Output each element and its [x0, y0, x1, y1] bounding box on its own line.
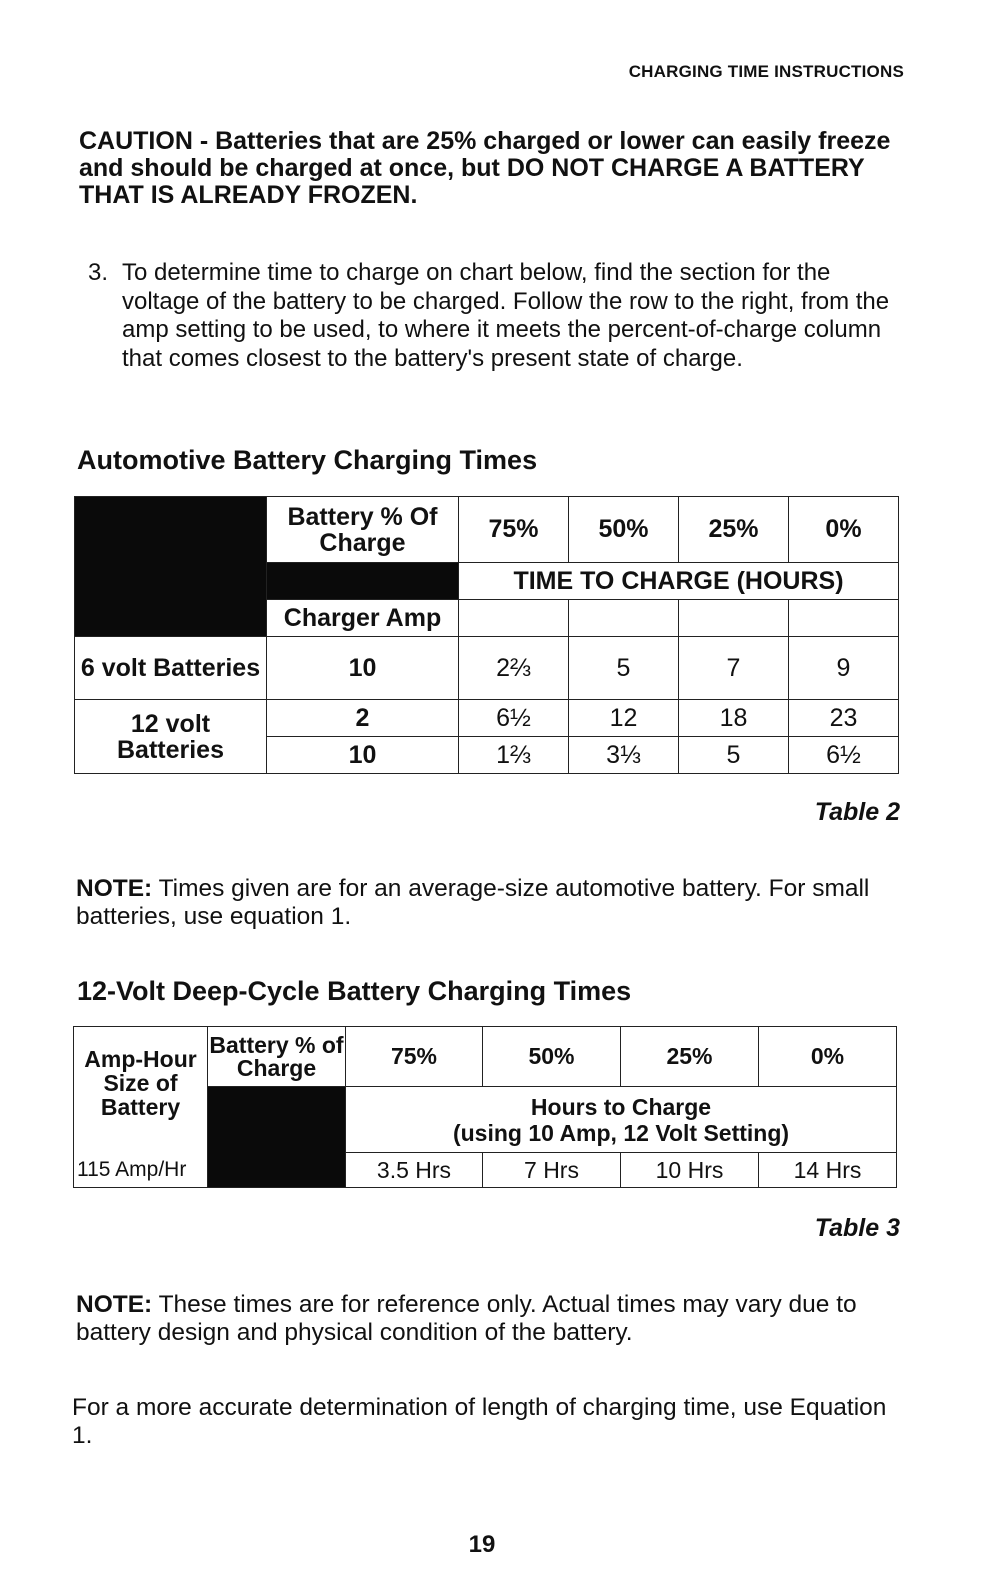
note-reference-only — [76, 1291, 906, 1347]
blank-corner-cell — [75, 497, 267, 637]
note-text: These times are for reference only. Actual times may vary due to battery design and physical condition of the battery. — [76, 1291, 857, 1346]
battery-pct-header: Battery % Of Charge — [267, 497, 459, 563]
twelve-volt-2a-time-0: 23 — [789, 700, 899, 737]
deep-time-50: 7 Hrs — [483, 1153, 621, 1188]
amp-hour-value: 115 Amp/Hr — [74, 1153, 208, 1188]
six-volt-time-75: 2⅔ — [459, 637, 569, 700]
battery-pct-header: Battery % of Charge — [208, 1027, 346, 1087]
twelve-volt-10a-time-75: 1⅔ — [459, 737, 569, 774]
empty-cell — [569, 600, 679, 637]
pct-header-25: 25% — [679, 497, 789, 563]
note-label: NOTE: — [76, 875, 153, 902]
caution-warning: CAUTION - Batteries that are 25% charged or lower can easily freeze and should be charged at once, but DO NOT CHARGE A BATTERY THAT IS ALREADY FROZEN. — [79, 127, 891, 209]
hours-to-charge-header — [346, 1087, 897, 1153]
charger-amp-header: Charger Amp — [267, 600, 459, 637]
twelve-volt-amp-2: 2 — [267, 700, 459, 737]
twelve-volt-2a-time-25: 18 — [679, 700, 789, 737]
pct-header-0: 0% — [789, 497, 899, 563]
twelve-volt-label: 12 volt Batteries — [75, 700, 267, 774]
six-volt-time-50: 5 — [569, 637, 679, 700]
note-label: NOTE: — [76, 1291, 153, 1318]
pct-header-75: 75% — [459, 497, 569, 563]
step-number: 3. — [88, 259, 109, 286]
pct-header-0: 0% — [759, 1027, 897, 1087]
empty-cell — [459, 600, 569, 637]
page-number: 19 — [468, 1531, 496, 1558]
twelve-volt-amp-10: 10 — [267, 737, 459, 774]
twelve-volt-10a-time-0: 6½ — [789, 737, 899, 774]
six-volt-label: 6 volt Batteries — [75, 637, 267, 700]
blank-black-cell — [208, 1087, 346, 1188]
twelve-volt-2a-time-50: 12 — [569, 700, 679, 737]
hours-label-line-1: Hours to Charge — [530, 1093, 712, 1120]
note-average-battery — [76, 875, 906, 931]
deep-cycle-table-heading: 12-Volt Deep-Cycle Battery Charging Times — [77, 976, 632, 1006]
automotive-table-heading: Automotive Battery Charging Times — [77, 445, 538, 475]
deep-cycle-charging-table — [73, 1026, 897, 1188]
table-3-caption: Table 3 — [814, 1214, 900, 1242]
step-text: To determine time to charge on chart below, find the section for the voltage of the battery to be charged. Follow the row to the right, from the amp setting to be used, to where it meets the percent-of-charge column that comes closest to the battery's present state of charge. — [122, 259, 890, 372]
six-volt-time-25: 7 — [679, 637, 789, 700]
time-to-charge-header: TIME TO CHARGE (HOURS) — [459, 563, 899, 600]
pct-header-50: 50% — [483, 1027, 621, 1087]
deep-time-0: 14 Hrs — [759, 1153, 897, 1188]
six-volt-amp: 10 — [267, 637, 459, 700]
pct-header-50: 50% — [569, 497, 679, 563]
amp-hour-size-header: Amp-Hour Size of Battery — [74, 1027, 208, 1153]
table-2-caption: Table 2 — [814, 798, 900, 826]
note-text: Times given are for an average-size automotive battery. For small batteries, use equation 1. — [76, 875, 870, 930]
automotive-charging-table — [74, 496, 899, 774]
twelve-volt-2a-time-75: 6½ — [459, 700, 569, 737]
empty-cell — [789, 600, 899, 637]
pct-header-75: 75% — [346, 1027, 483, 1087]
empty-cell — [679, 600, 789, 637]
running-head: CHARGING TIME INSTRUCTIONS — [628, 62, 904, 81]
six-volt-time-0: 9 — [789, 637, 899, 700]
hours-label-line-2: (using 10 Amp, 12 Volt Setting) — [452, 1119, 790, 1146]
twelve-volt-10a-time-25: 5 — [679, 737, 789, 774]
pct-header-25: 25% — [621, 1027, 759, 1087]
twelve-volt-10a-time-50: 3⅓ — [569, 737, 679, 774]
deep-time-25: 10 Hrs — [621, 1153, 759, 1188]
deep-time-75: 3.5 Hrs — [346, 1153, 483, 1188]
blank-black-cell — [267, 563, 459, 600]
closing-paragraph: For a more accurate determination of length of charging time, use Equation 1. — [72, 1394, 887, 1449]
